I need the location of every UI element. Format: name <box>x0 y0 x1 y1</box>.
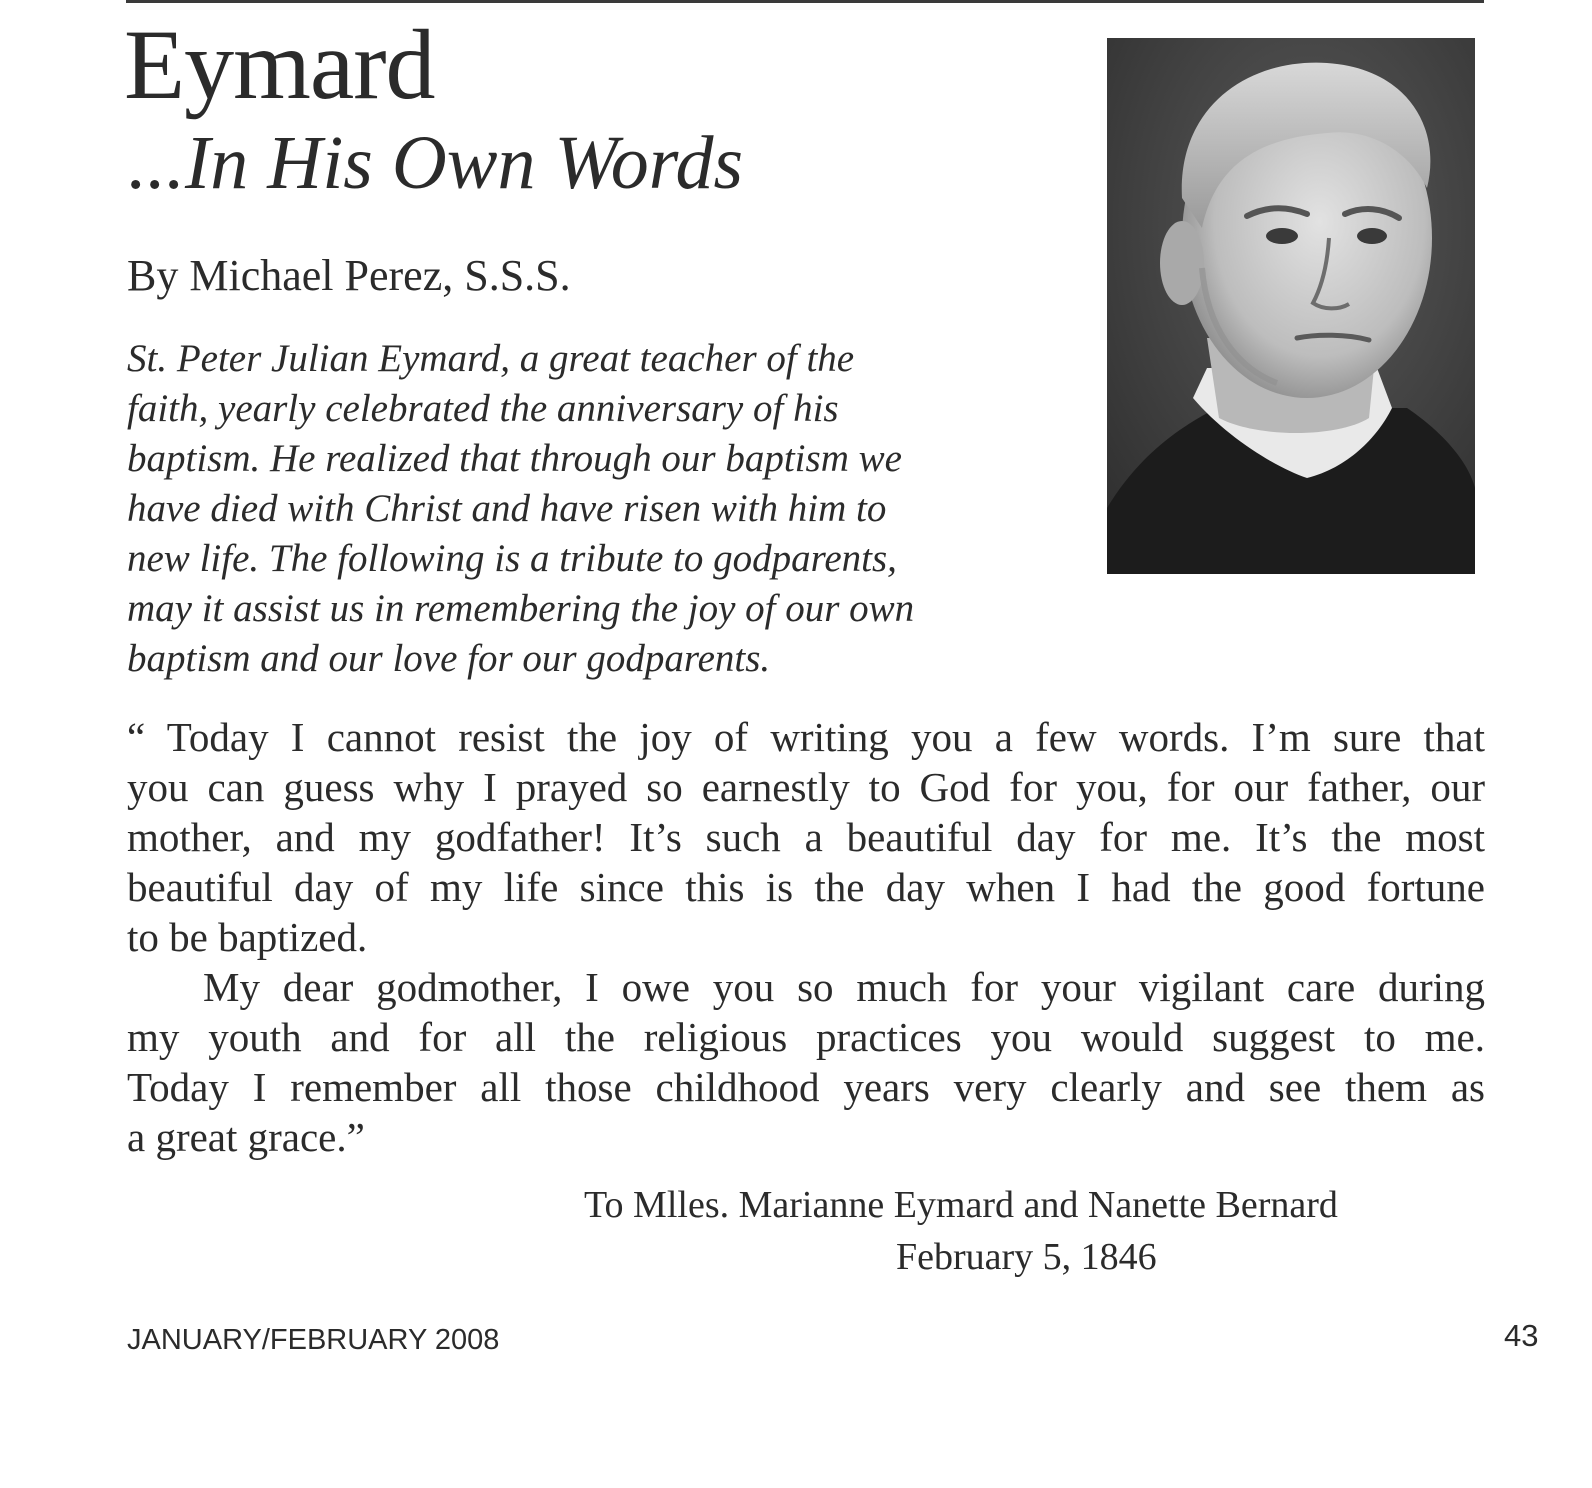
issue-date: JANUARY/FEBRUARY 2008 <box>127 1324 500 1356</box>
intro-line: new life. The following is a tribute to godparents, <box>127 537 897 580</box>
letter-line: you can guess why I prayed so earnestly to God for you, for our father, our <box>127 764 1485 810</box>
article-subtitle: ...In His Own Words <box>128 121 744 205</box>
letter-quote <box>127 712 1485 1162</box>
intro-line: baptism. He realized that through our baptism we <box>127 437 902 480</box>
letter-line: My dear godmother, I owe you so much for your vigilant care during <box>203 964 1485 1010</box>
intro-line: baptism and our love for our godparents. <box>127 637 771 680</box>
letter-line: a great grace.” <box>127 1114 365 1160</box>
article-title: Eymard <box>124 9 435 120</box>
letter-line: “ Today I cannot resist the joy of writing you a few words. I’m sure that <box>127 714 1485 760</box>
portrait-photo <box>1107 38 1475 574</box>
letter-line: Today I remember all those childhood years very clearly and see them as <box>127 1064 1485 1110</box>
letter-date: February 5, 1846 <box>896 1236 1157 1278</box>
page-number: 43 <box>1504 1318 1539 1353</box>
intro-line: St. Peter Julian Eymard, a great teacher of the <box>127 337 855 380</box>
letter-line: my youth and for all the religious practices you would suggest to me. <box>127 1014 1485 1060</box>
portrait-illustration <box>1107 38 1475 574</box>
letter-line: to be baptized. <box>127 914 368 960</box>
intro-line: may it assist us in remembering the joy of our own <box>127 587 915 630</box>
letter-recipient: To Mlles. Marianne Eymard and Nanette Bernard <box>584 1184 1338 1226</box>
letter-line: beautiful day of my life since this is the day when I had the good fortune <box>127 864 1485 910</box>
letter-line: mother, and my godfather! It’s such a beautiful day for me. It’s the most <box>127 814 1485 860</box>
article-byline: By Michael Perez, S.S.S. <box>127 251 571 300</box>
top-rule <box>126 0 1484 3</box>
article-intro <box>127 334 1057 684</box>
intro-line: faith, yearly celebrated the anniversary of his <box>127 387 839 430</box>
intro-line: have died with Christ and have risen with him to <box>127 487 887 530</box>
